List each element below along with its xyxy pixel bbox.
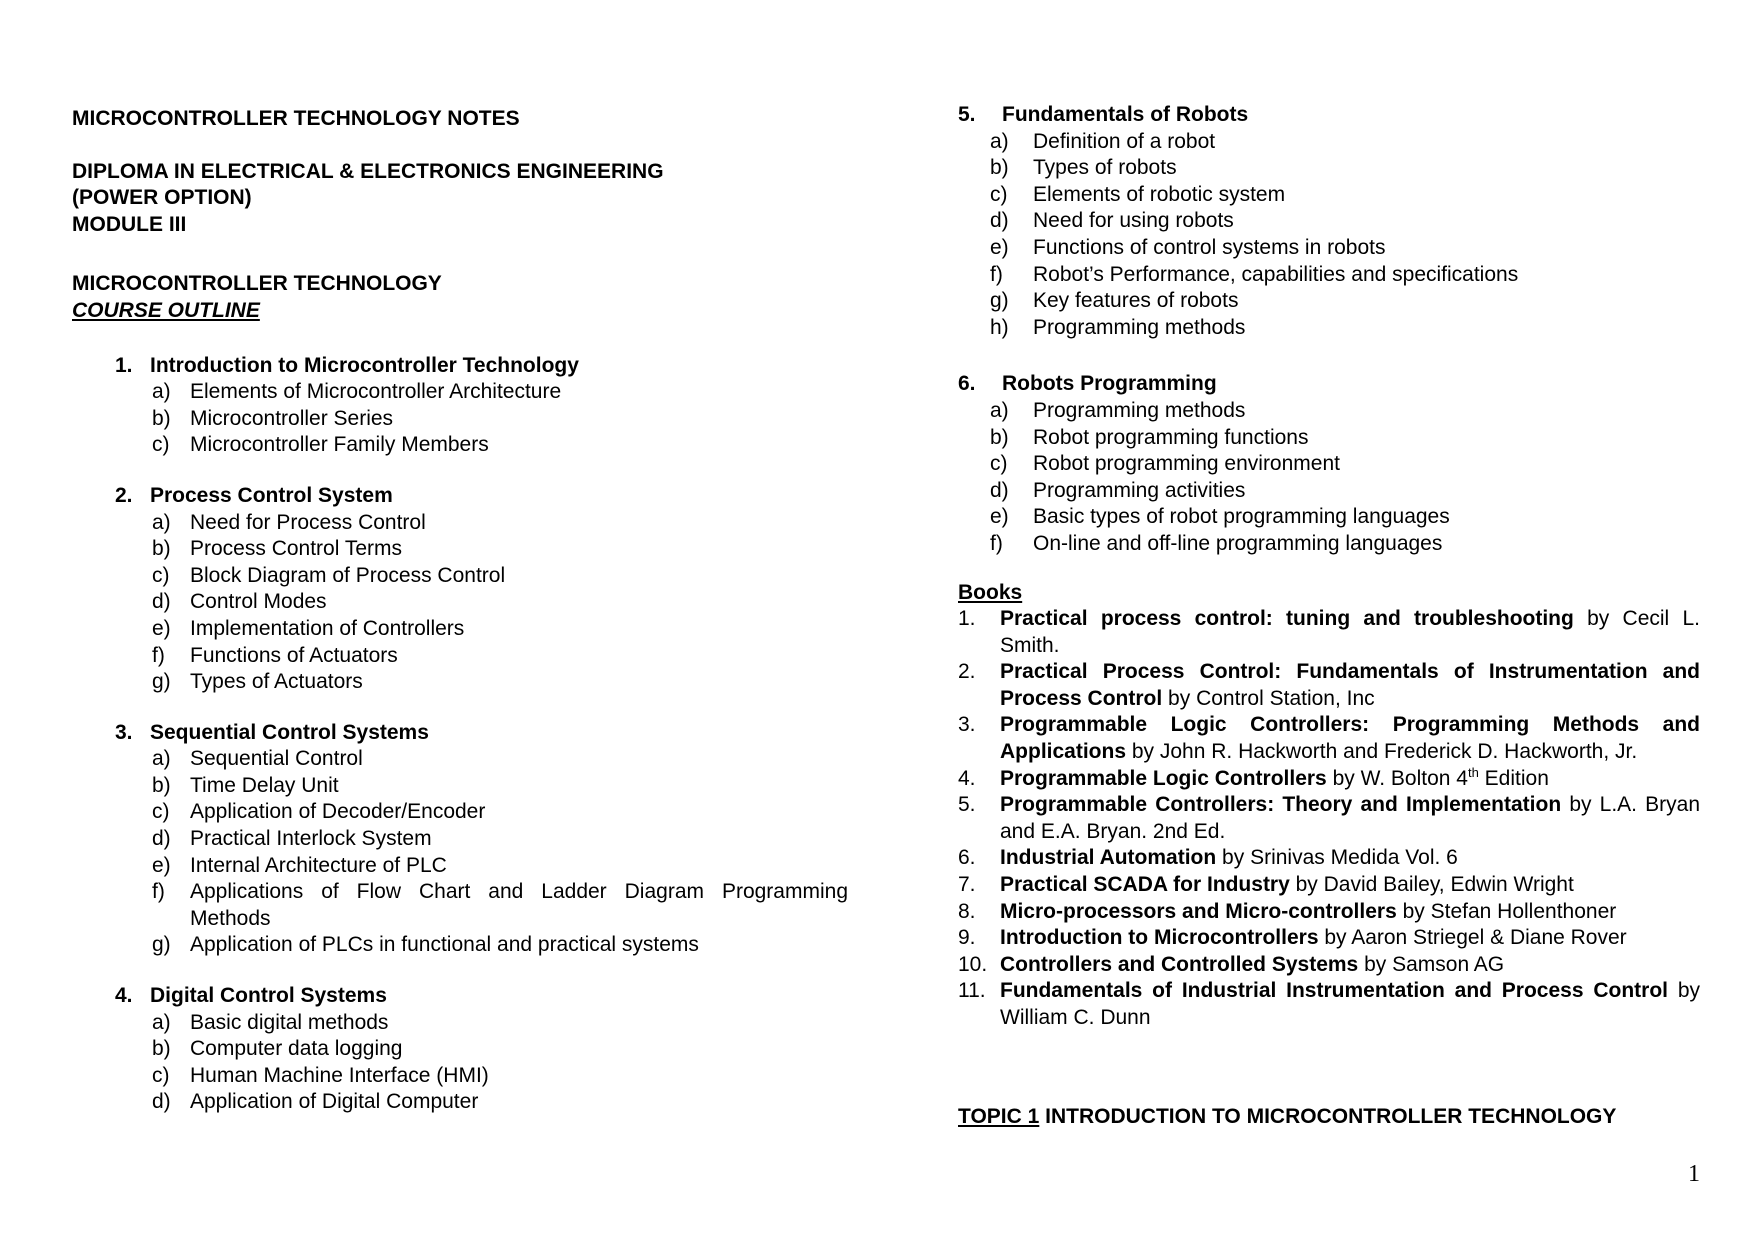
outline-item — [958, 182, 1700, 209]
outline-item — [958, 398, 1700, 425]
item-letter: b) — [990, 156, 1009, 180]
item-text: Process Control Terms — [190, 537, 403, 561]
item-letter: e) — [152, 616, 171, 640]
book-number: 5. — [958, 793, 976, 817]
item-letter: a) — [152, 510, 171, 534]
item-letter: d) — [990, 209, 1009, 233]
page-number: 1 — [1688, 1161, 1700, 1187]
book-entry — [1000, 952, 1700, 979]
book-item — [958, 845, 1700, 872]
item-text: Control Modes — [190, 590, 327, 614]
book-author: by Aaron Striegel & Diane Rover — [1318, 926, 1627, 950]
book-entry — [1000, 659, 1700, 712]
subject-block — [72, 271, 848, 324]
section-number: 2. — [115, 483, 133, 507]
outline-section — [72, 983, 848, 1116]
item-text: Need for using robots — [1033, 209, 1234, 233]
item-letter: b) — [152, 537, 171, 561]
section-number: 6. — [958, 372, 976, 396]
item-letter: g) — [152, 933, 171, 957]
item-text: Block Diagram of Process Control — [190, 563, 506, 587]
item-text: Programming methods — [1033, 398, 1246, 422]
outline-item — [958, 288, 1700, 315]
book-number: 11. — [958, 979, 986, 1003]
topic-heading — [958, 1104, 1700, 1131]
section-title: Robots Programming — [1002, 372, 1217, 396]
section-heading-row — [72, 353, 848, 380]
section-title: Process Control System — [150, 483, 393, 507]
book-title: Programmable Logic Controllers — [1000, 766, 1327, 790]
outline-item — [72, 853, 848, 880]
outline-item — [72, 932, 848, 959]
book-entry — [1000, 606, 1700, 659]
outline-item — [72, 589, 848, 616]
section-heading-row — [72, 483, 848, 510]
outline-item — [958, 235, 1700, 262]
item-letter: a) — [990, 129, 1009, 153]
book-item — [958, 978, 1700, 1031]
item-text: Basic types of robot programming languages — [1033, 505, 1450, 529]
section-title: Introduction to Microcontroller Technology — [150, 353, 579, 377]
book-author: by Srinivas Medida Vol. 6 — [1216, 846, 1458, 870]
book-item — [958, 925, 1700, 952]
outline-item — [72, 1063, 848, 1090]
item-text: Computer data logging — [190, 1037, 403, 1061]
item-text: Definition of a robot — [1033, 129, 1216, 153]
item-text: Key features of robots — [1033, 289, 1239, 313]
section-title: Sequential Control Systems — [150, 720, 429, 744]
book-item — [958, 872, 1700, 899]
book-title: Controllers and Controlled Systems — [1000, 952, 1359, 976]
program-line: DIPLOMA IN ELECTRICAL & ELECTRONICS ENGINEERING — [72, 159, 664, 183]
outline-item — [72, 616, 848, 643]
book-item — [958, 606, 1700, 659]
outline-section — [958, 371, 1700, 557]
course-outline-label: COURSE OUTLINE — [72, 298, 260, 322]
book-author: by John R. Hackworth and Frederick D. Hackworth, Jr. — [1126, 740, 1638, 764]
item-text: Implementation of Controllers — [190, 616, 465, 640]
outline-item — [72, 643, 848, 670]
item-letter: c) — [152, 433, 170, 457]
outline-item — [958, 478, 1700, 505]
book-item — [958, 712, 1700, 765]
item-text: Application of Digital Computer — [190, 1090, 479, 1114]
book-number: 1. — [958, 607, 976, 631]
item-letter: a) — [152, 747, 171, 771]
outline-item — [72, 773, 848, 800]
item-letter: d) — [152, 1090, 171, 1114]
item-text: Elements of robotic system — [1033, 182, 1286, 206]
books-section — [958, 580, 1700, 1032]
item-letter: a) — [152, 1010, 171, 1034]
outline-item — [72, 879, 848, 932]
book-entry — [1000, 712, 1700, 765]
item-letter: g) — [990, 289, 1009, 313]
item-text: Robot programming functions — [1033, 425, 1309, 449]
item-letter: b) — [990, 425, 1009, 449]
book-title: Programmable Logic Controllers: Programming Methods and Applications — [1000, 713, 1700, 764]
outline-item — [72, 1036, 848, 1063]
book-author: by Stefan Hollenthoner — [1396, 899, 1617, 923]
book-title: Fundamentals of Industrial Instrumentation and Process Control — [1000, 979, 1668, 1003]
item-letter: f) — [152, 643, 165, 667]
outline-item — [958, 531, 1700, 558]
book-title: Industrial Automation — [1000, 846, 1217, 870]
item-letter: g) — [152, 670, 171, 694]
item-letter: c) — [152, 1063, 170, 1087]
item-text: On-line and off-line programming languages — [1033, 531, 1443, 555]
program-line: (POWER OPTION) — [72, 186, 252, 210]
item-text: Application of Decoder/Encoder — [190, 800, 486, 824]
section-title: Digital Control Systems — [150, 984, 387, 1008]
book-entry — [1000, 845, 1700, 872]
book-entry — [1000, 872, 1700, 899]
item-text: Human Machine Interface (HMI) — [190, 1063, 489, 1087]
book-number: 6. — [958, 846, 976, 870]
book-item — [958, 766, 1700, 793]
item-letter: e) — [990, 235, 1009, 259]
outline-section — [958, 102, 1700, 341]
section-heading-row — [958, 371, 1700, 398]
section-number: 3. — [115, 720, 133, 744]
book-text-mid: by W. Bolton 4 — [1326, 766, 1468, 790]
outline-right-sections — [958, 102, 1700, 558]
book-number: 2. — [958, 660, 976, 684]
book-author: by Control Station, Inc — [1162, 686, 1375, 710]
book-title: Practical Process Control: Fundamentals of Instrumentation and Process Control — [1000, 660, 1700, 710]
item-letter: h) — [990, 315, 1009, 339]
item-letter: c) — [990, 452, 1008, 476]
item-text: Application of PLCs in functional and practical systems — [190, 933, 699, 957]
section-heading-row — [958, 102, 1700, 129]
topic-label: TOPIC 1 — [958, 1104, 1040, 1128]
item-text: Programming activities — [1033, 478, 1246, 502]
book-author: by Samson AG — [1358, 952, 1505, 976]
item-letter: d) — [990, 478, 1009, 502]
item-letter: b) — [152, 773, 171, 797]
item-text: Functions of control systems in robots — [1033, 235, 1386, 259]
book-superscript: th — [1467, 764, 1479, 780]
book-item — [958, 792, 1700, 845]
item-text: Need for Process Control — [190, 510, 426, 534]
item-text: Applications of Flow Chart and Ladder Diagram Programming Methods — [190, 880, 848, 930]
item-letter: f) — [990, 262, 1003, 286]
book-author: by David Bailey, Edwin Wright — [1289, 873, 1574, 897]
section-number: 4. — [115, 984, 133, 1008]
program-block — [72, 159, 848, 239]
item-letter: b) — [152, 1037, 171, 1061]
section-number: 5. — [958, 103, 976, 126]
item-letter: e) — [152, 853, 171, 877]
outline-item — [72, 563, 848, 590]
doc-title: MICROCONTROLLER TECHNOLOGY NOTES — [72, 107, 520, 130]
book-title: Introduction to Microcontrollers — [1000, 926, 1319, 950]
book-author: by William C. Dunn — [1000, 979, 1701, 1029]
item-text: Practical Interlock System — [190, 827, 432, 851]
outline-item — [958, 262, 1700, 289]
item-text: Microcontroller Series — [190, 406, 394, 430]
outline-item — [72, 406, 848, 433]
outline-section — [72, 483, 848, 696]
item-text: Time Delay Unit — [190, 773, 339, 797]
item-text: Microcontroller Family Members — [190, 433, 489, 457]
book-entry — [1000, 899, 1700, 926]
book-entry — [1000, 792, 1700, 845]
item-letter: b) — [152, 406, 171, 430]
book-number: 8. — [958, 899, 976, 923]
section-number: 1. — [115, 353, 133, 377]
book-entry — [1000, 766, 1700, 793]
item-letter: c) — [152, 563, 170, 587]
outline-item — [72, 746, 848, 773]
book-title: Micro-processors and Micro-controllers — [1000, 899, 1397, 923]
item-text: Sequential Control — [190, 747, 363, 771]
outline-item — [958, 208, 1700, 235]
outline-item — [72, 432, 848, 459]
outline-item — [958, 451, 1700, 478]
outline-item — [958, 129, 1700, 156]
outline-item — [72, 669, 848, 696]
section-heading-row — [72, 983, 848, 1010]
outline-item — [72, 1010, 848, 1037]
item-letter: f) — [990, 531, 1003, 555]
item-letter: a) — [152, 380, 171, 404]
outline-item — [72, 799, 848, 826]
books-heading: Books — [958, 580, 1023, 604]
outline-item — [958, 425, 1700, 452]
book-number: 7. — [958, 873, 976, 897]
book-title: Programmable Controllers: Theory and Implementation — [1000, 793, 1562, 817]
outline-section — [72, 353, 848, 459]
book-entry — [1000, 925, 1700, 952]
outline-left-sections — [72, 353, 848, 1116]
left-column — [72, 106, 848, 1116]
item-letter: c) — [990, 182, 1008, 206]
program-line: MODULE III — [72, 212, 187, 236]
book-number: 3. — [958, 713, 976, 737]
outline-item — [72, 536, 848, 563]
book-number: 9. — [958, 926, 976, 950]
item-text: Types of Actuators — [190, 670, 363, 694]
outline-item — [72, 1089, 848, 1116]
book-item — [958, 659, 1700, 712]
item-letter: d) — [152, 590, 171, 614]
book-number: 10. — [958, 952, 988, 976]
item-letter: f) — [152, 880, 165, 904]
item-letter: e) — [990, 505, 1009, 529]
item-letter: a) — [990, 398, 1009, 422]
outline-section — [72, 720, 848, 959]
item-text: Programming methods — [1033, 315, 1246, 339]
item-text: Internal Architecture of PLC — [190, 853, 447, 877]
outline-item — [72, 510, 848, 537]
item-text: Robot’s Performance, capabilities and specifications — [1033, 262, 1519, 286]
book-item — [958, 899, 1700, 926]
item-text: Basic digital methods — [190, 1010, 389, 1034]
book-author: by L.A. Bryan and E.A. Bryan. 2nd Ed. — [1000, 793, 1700, 843]
subject-title: MICROCONTROLLER TECHNOLOGY — [72, 272, 442, 296]
item-text: Elements of Microcontroller Architecture — [190, 380, 562, 404]
outline-item — [72, 379, 848, 406]
book-title: Practical process control: tuning and troubleshooting — [1000, 607, 1574, 631]
outline-item — [958, 155, 1700, 182]
book-item — [958, 952, 1700, 979]
item-letter: c) — [152, 800, 170, 824]
book-author: Edition — [1478, 766, 1549, 790]
item-text: Functions of Actuators — [190, 643, 398, 667]
book-author: by Cecil L. Smith. — [1000, 607, 1700, 657]
book-title: Practical SCADA for Industry — [1000, 873, 1290, 897]
book-number: 4. — [958, 766, 976, 790]
outline-item — [72, 826, 848, 853]
right-column — [958, 102, 1700, 1130]
topic-text: INTRODUCTION TO MICROCONTROLLER TECHNOLOGY — [1039, 1104, 1617, 1128]
outline-item — [958, 315, 1700, 342]
section-heading-row — [72, 720, 848, 747]
item-text: Robot programming environment — [1033, 452, 1340, 476]
section-title: Fundamentals of Robots — [1002, 103, 1249, 126]
outline-item — [958, 504, 1700, 531]
item-text: Types of robots — [1033, 156, 1177, 180]
book-entry — [1000, 978, 1700, 1031]
item-letter: d) — [152, 827, 171, 851]
